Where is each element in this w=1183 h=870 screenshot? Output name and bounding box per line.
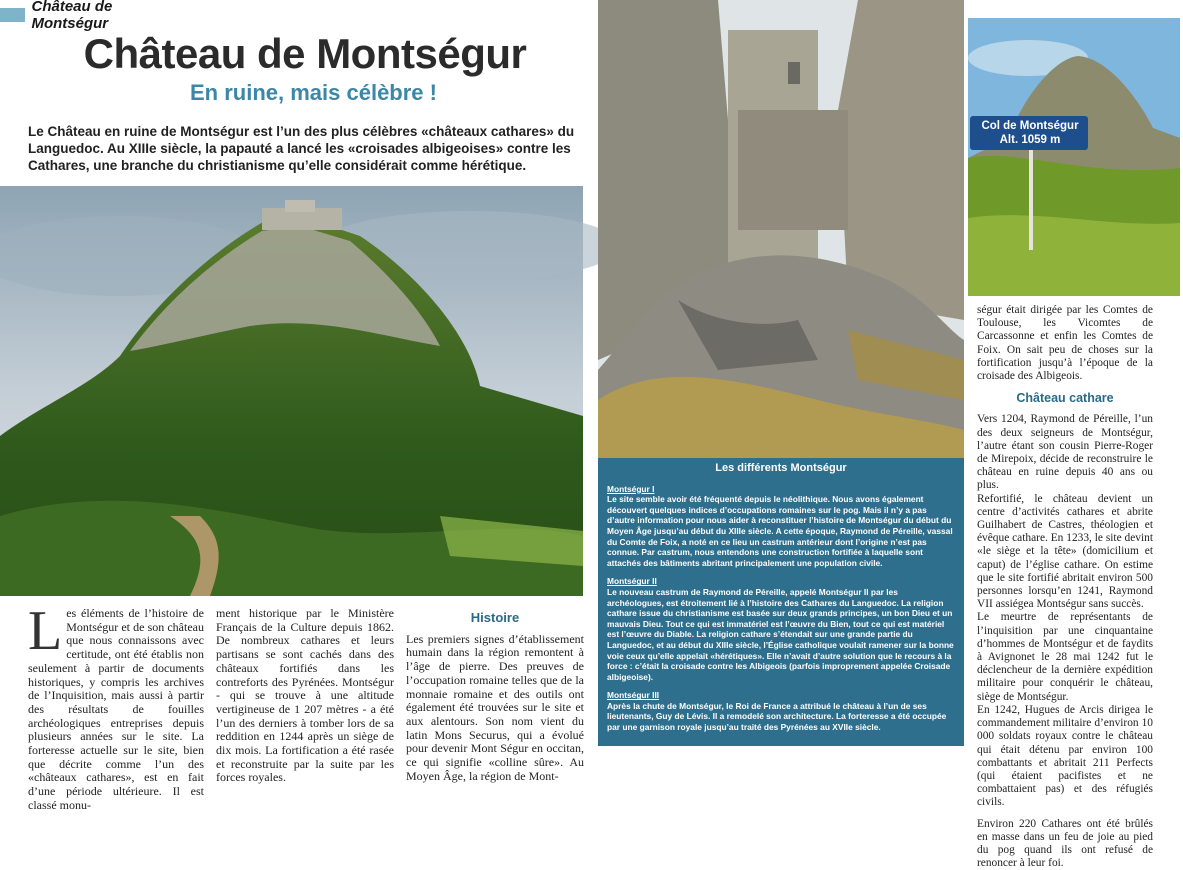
ruins-photo xyxy=(598,0,964,458)
info-box-section-2 xyxy=(607,576,955,682)
info-box-section-title: Montségur III xyxy=(607,690,660,701)
column-4-paragraph-5: Environ 220 Cathares ont été brûlés en masse dans un feu de joie au pied du pog quand ils ont refusé de renoncer à leur foi. xyxy=(977,817,1153,870)
drop-cap: L xyxy=(28,600,63,662)
article-column-3 xyxy=(406,611,584,783)
section-tag-label: Château de Montségur xyxy=(31,0,113,32)
column-1-text: es éléments de l’histoire de Montségur et de son château que nous connaissons avec certitude, ont été établis non seulement à partir de documents historiques, y compris les archives de l’Inquisition, mais aussi à partir des résultats de fouilles archéologiques entreprises depuis plusieurs années sur le site. La forteresse actuelle sur le site, bien que décrite comme l’un des «châteaux cathares», est en fait d’une période ultérieure. Il est classé monu- xyxy=(28,606,204,812)
article-column-2 xyxy=(216,607,394,785)
signpost-line2: Alt. 1059 m xyxy=(999,134,1061,146)
mountain-photo xyxy=(0,186,583,596)
column-3-text: Les premiers signes d’établissement humain dans la région remontent à l’âge de pierre. Des preuves de l’occupation romaine telles que de la monnaie romaine et des outils ont également été trouvées sur le site et aux alentours. Son nom vient du latin Mons Securus, qui a évolué pour devenir Mont Ségur en occitan, ce qui signifie «colline sûre». Au Moyen Âge, la région de Mont- xyxy=(406,631,584,783)
column-4-paragraph-1: Vers 1204, Raymond de Péreille, l’un des deux seigneurs de Montségur, l’autre étant son cousin Pierre-Roger de Mirepoix, décide de reconstruire le château en ruine depuis 40 ans ou plus. xyxy=(977,413,1153,492)
column-4-intro: ségur était dirigée par les Comtes de Toulouse, les Vicomtes de Carcassonne et enfin les Comtes de Foix. On sait peu de choses sur la fortification jusqu’à l’époque de la croisade des Albigeois. xyxy=(977,304,1153,383)
section-heading-histoire: Histoire xyxy=(470,610,520,625)
column-4-paragraph-4: En 1242, Hugues de Arcis dirigea le commandement militaire d’environ 10 000 soldats royaux contre le château qui était détenu par environ 100 combattants et abritait 211 Perfects (qui étaient pacifistes et ne combattaient pas) et des réfugiés civils. xyxy=(977,703,1153,809)
signpost-line1: Col de Montségur xyxy=(981,120,1079,132)
info-box-heading: Les différents Montségur xyxy=(715,462,847,474)
column-4-paragraph-3: Le meurtre de représentants de l’inquisition par une cinquantaine d’hommes de Montségur et de faydits à Avignonet le 28 mai 1242 fut le déclencheur de la dernière expédition militaire pour conquérir le château, siège de Montségur. xyxy=(977,611,1153,703)
info-box-section-1 xyxy=(607,484,955,569)
info-box xyxy=(598,458,964,746)
signpost-photo xyxy=(968,18,1180,296)
info-box-section-text: Le site semble avoir été fréquenté depuis le néolithique. Nous avons également découvert quelques indices d’occupations romaines sur le pog. Mais il n’y a pas d’autre information pour nous aider à reconstituer l’histoire de Montségur du début du Moyen Âge jusqu’au début du XIIIe siècle. A cette époque, Raymond de Péreille, vassal du Comte de Foix, a noté en ce lieu un castrum antérieur dont l’origine n’est pas connue. Par castrum, nous entendons une construction fortifiée à laquelle sont attachés des bâtiments abritant principalement une population civile. xyxy=(607,494,953,568)
column-2-text: ment historique par le Ministère Français de la Culture depuis 1862. De nombreux cathares et leurs partisans se sont cachés dans des châteaux fortifiés dans les contreforts des Pyrénées. Montségur - qui se trouve à une altitude vertigineuse de 1 207 mètres - a été l’un des derniers à tomber lors de sa reddition en 1244 après un siège de dix mois. La fortification a été rasée et reconstruite par la suite par les forces royales. xyxy=(216,606,394,785)
info-box-section-title: Montségur II xyxy=(607,576,657,587)
article-column-1 xyxy=(28,600,204,813)
page-subtitle: En ruine, mais célèbre ! xyxy=(190,80,437,105)
section-heading-chateau-cathare: Château cathare xyxy=(1016,391,1114,406)
info-box-section-title: Montségur I xyxy=(607,483,655,494)
info-box-section-text: Le nouveau castrum de Raymond de Péreille, appelé Montségur II par les archéologues, est étroitement lié à l’histoire des Cathares du Languedoc. La religion cathare issue du christianisme est basée sur deux grands principes, un bon Dieu et un mauvais Dieu. Tout ce qui est immatériel est l’œuvre du Bien, tout ce qui est matériel est l’œuvre du Diable. La religion cathare s’étendait sur une grande partie du Languedoc, et au début du XIIIe siècle, l’Église catholique voulait ramener sur la bonne voie ceux qu’elle appelait «hérétiques». Elle n’avait d’autre solution que le recours à la force : c’était la croisade contre les Albigeois (parfois improprement appelée Croisade albigeoise). xyxy=(607,586,954,682)
section-tag xyxy=(0,0,190,32)
signpost-sign xyxy=(974,119,1086,147)
page-title: Château de Montségur xyxy=(83,30,527,77)
column-4-paragraph-2: Refortifié, le château devient un centre d’activités cathares et abrite Guilhabert de Castres, théologien et évêque cathare. En 1233, le site devint «le siège et la tête» (domicilium et caput) de l’église cathare. On estime que le site fortifié abritait environ 500 personnes lorsqu’en 1241, Raymond VII assiégea Montségur sans succès. xyxy=(977,492,1153,611)
tag-bar xyxy=(0,8,25,22)
info-box-section-3 xyxy=(607,690,955,732)
article-column-4 xyxy=(977,304,1153,870)
info-box-section-text: Après la chute de Montségur, le Roi de France a attribué le château à l’un de ses lieutenants, Guy de Lévis. Il a remodelé son architecture. La forteresse a été occupée par une garnison royale jusqu’au traité des Pyrénées au XVIIe siècle. xyxy=(607,700,947,733)
lede-paragraph: Le Château en ruine de Montségur est l’un des plus célèbres «châteaux cathares» du Languedoc. Au XIIIe siècle, la papauté a lancé les «croisades albigeoises» contre les Cathares, une branche du christianisme qu’elle considérait comme hérétique. xyxy=(28,124,575,173)
